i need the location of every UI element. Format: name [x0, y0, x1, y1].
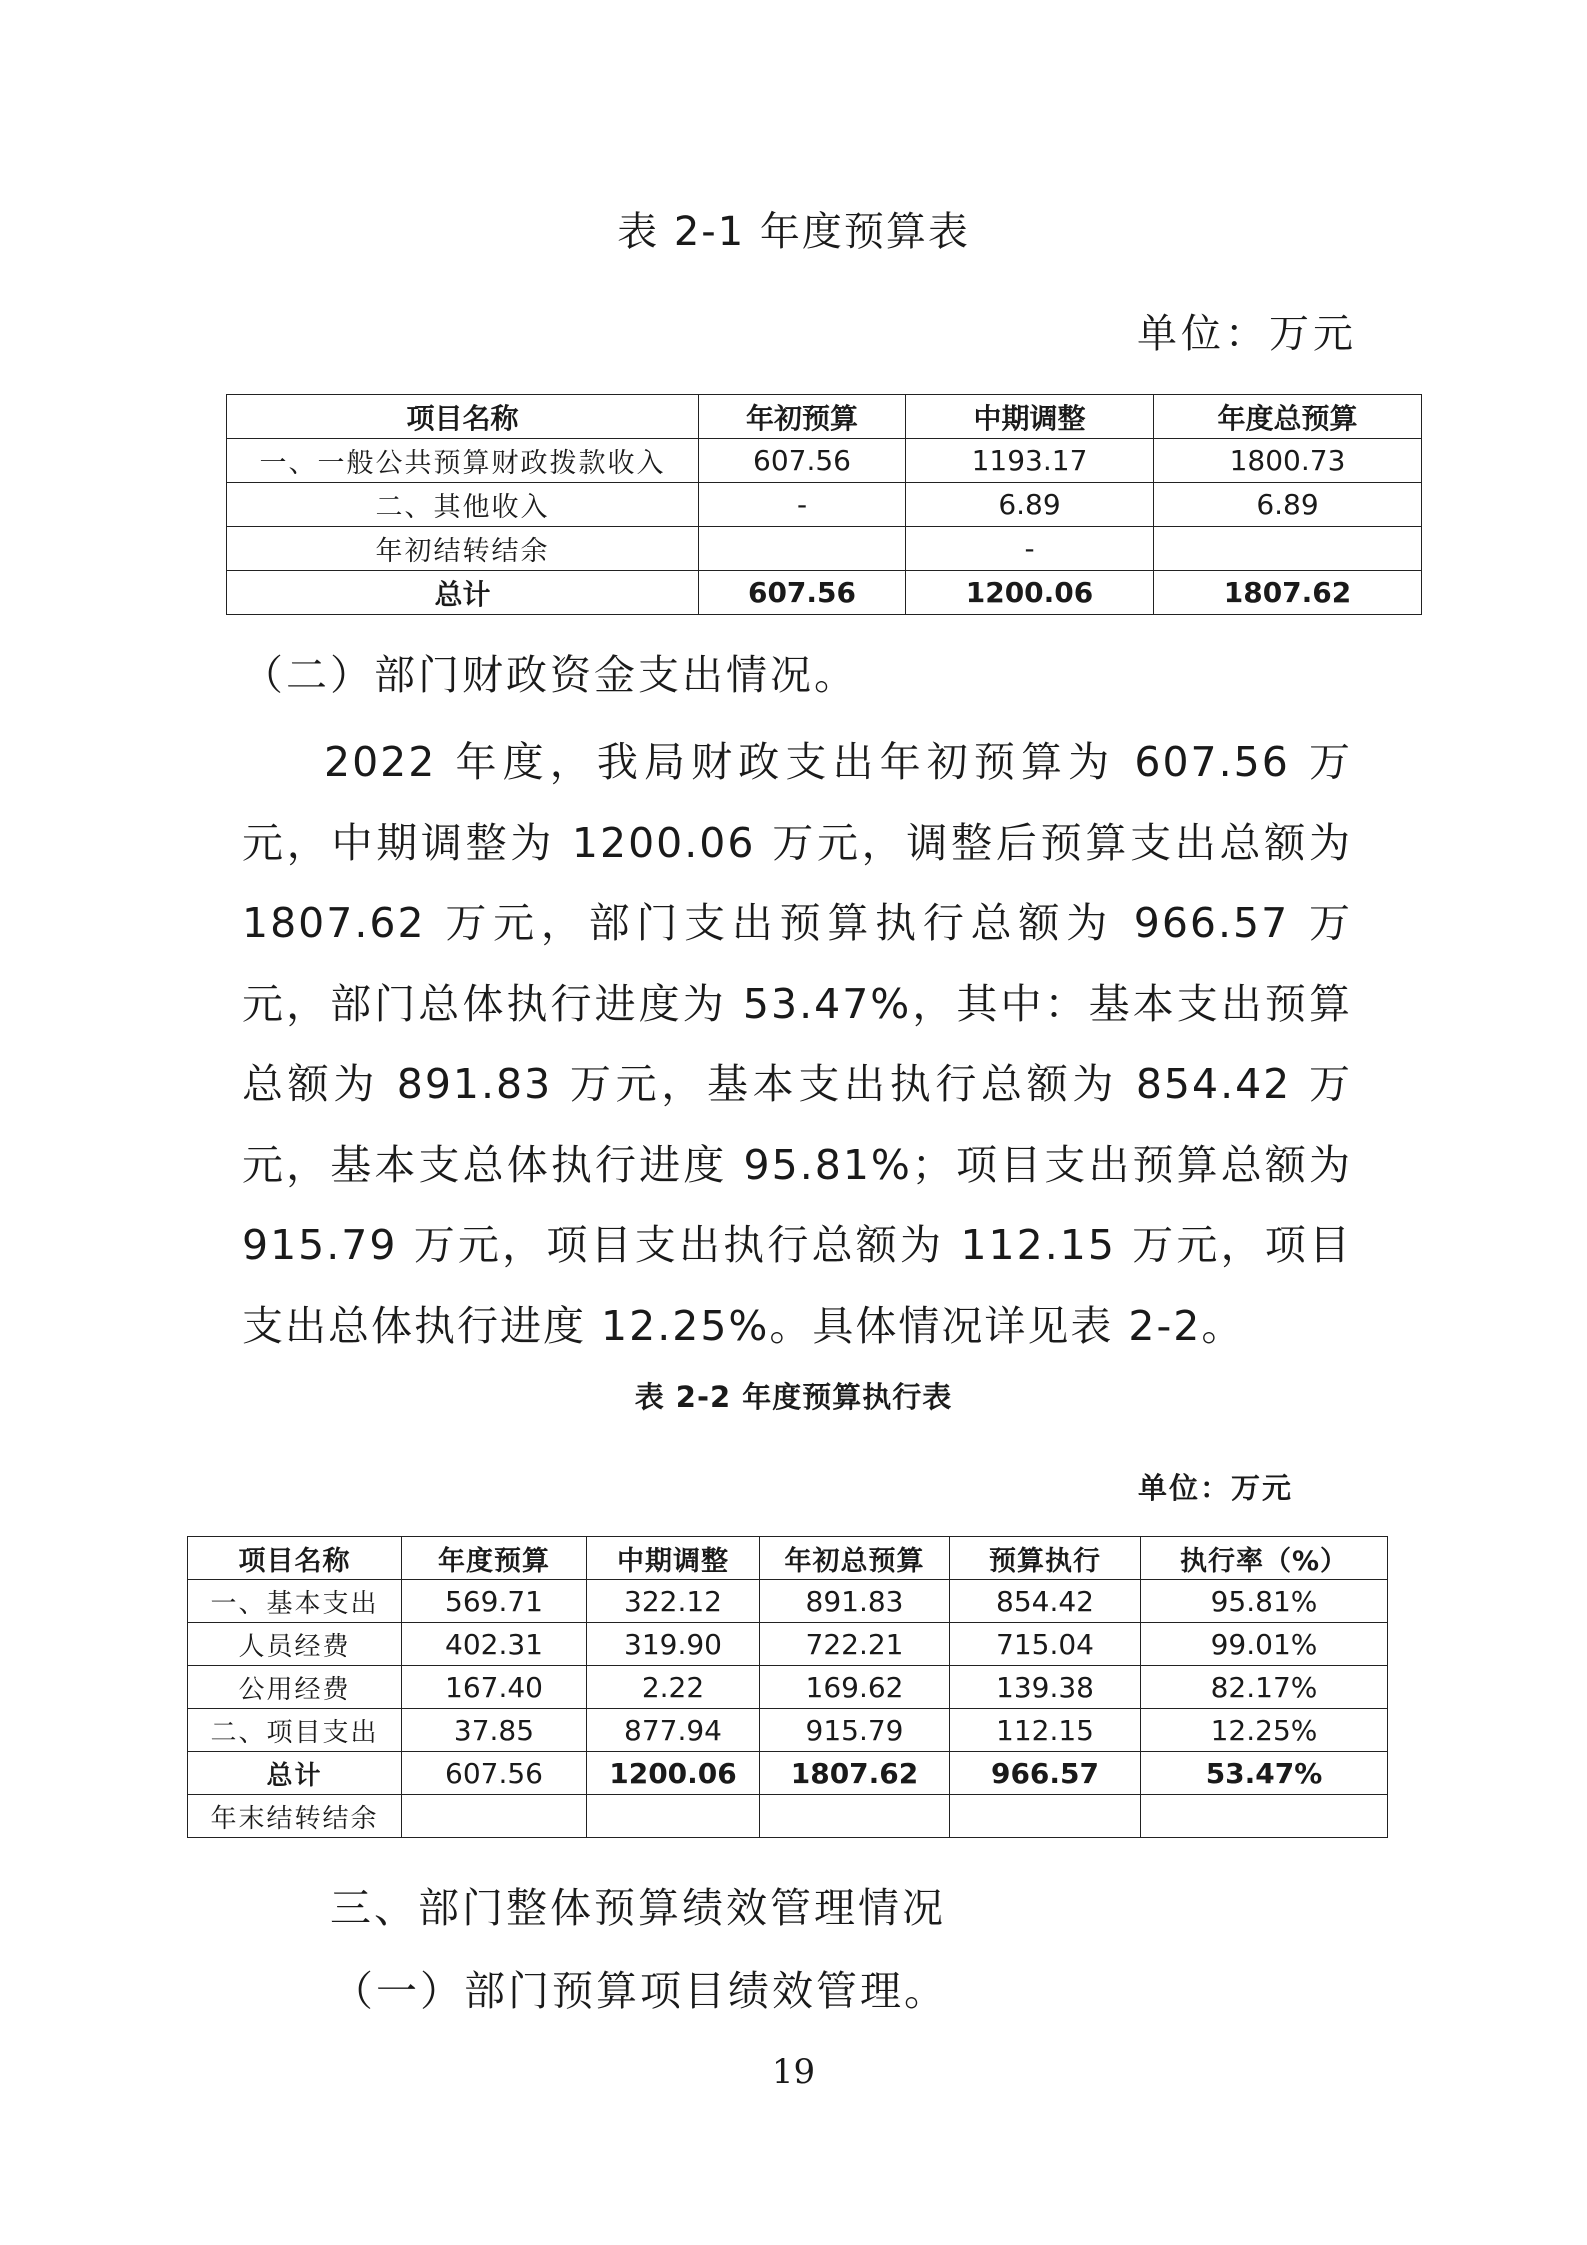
header-cell: 中期调整 — [587, 1537, 760, 1580]
value-cell: 112.15 — [950, 1709, 1141, 1752]
item-name-cell: 总计 — [188, 1752, 402, 1795]
table1-unit: 单位：万元 — [1137, 311, 1357, 357]
table-row — [188, 1666, 1388, 1709]
value-cell: 715.04 — [950, 1623, 1141, 1666]
table-total-row — [188, 1752, 1388, 1795]
table-row — [227, 483, 1422, 527]
budget-execution-table — [187, 1536, 1388, 1838]
item-name-cell: 二、项目支出 — [188, 1709, 402, 1752]
value-cell: 37.85 — [402, 1709, 587, 1752]
value-cell — [1154, 527, 1422, 571]
value-cell: 854.42 — [950, 1580, 1141, 1623]
header-cell: 预算执行 — [950, 1537, 1141, 1580]
value-cell: 1200.06 — [587, 1752, 760, 1795]
table-row — [188, 1623, 1388, 1666]
header-cell: 年初预算 — [699, 395, 906, 439]
table-row — [227, 527, 1422, 571]
value-cell — [1141, 1795, 1388, 1838]
page-number: 19 — [771, 2052, 816, 2092]
item-name-cell: 年初结转结余 — [227, 527, 699, 571]
header-cell: 年度预算 — [402, 1537, 587, 1580]
value-cell: 6.89 — [1154, 483, 1422, 527]
header-cell: 年度总预算 — [1154, 395, 1422, 439]
header-cell: 中期调整 — [906, 395, 1154, 439]
table-header-row — [227, 395, 1422, 439]
item-name-cell: 公用经费 — [188, 1666, 402, 1709]
value-cell: 915.79 — [760, 1709, 950, 1752]
table1-title: 表 2-1 年度预算表 — [617, 209, 970, 255]
value-cell: 402.31 — [402, 1623, 587, 1666]
annual-budget-table — [226, 394, 1422, 615]
value-cell: - — [699, 483, 906, 527]
item-name-cell: 二、其他收入 — [227, 483, 699, 527]
value-cell: 319.90 — [587, 1623, 760, 1666]
item-name-cell: 总计 — [227, 571, 699, 615]
value-cell: 607.56 — [402, 1752, 587, 1795]
table-header-row — [188, 1537, 1388, 1580]
value-cell: 569.71 — [402, 1580, 587, 1623]
item-name-cell: 一、一般公共预算财政拨款收入 — [227, 439, 699, 483]
value-cell: 322.12 — [587, 1580, 760, 1623]
value-cell: 1800.73 — [1154, 439, 1422, 483]
value-cell: 169.62 — [760, 1666, 950, 1709]
value-cell: 1807.62 — [1154, 571, 1422, 615]
value-cell: 1200.06 — [906, 571, 1154, 615]
table-total-row — [227, 571, 1422, 615]
table-row — [188, 1709, 1388, 1752]
header-cell: 项目名称 — [188, 1537, 402, 1580]
value-cell: 6.89 — [906, 483, 1154, 527]
value-cell — [402, 1795, 587, 1838]
value-cell: - — [906, 527, 1154, 571]
value-cell — [760, 1795, 950, 1838]
value-cell: 722.21 — [760, 1623, 950, 1666]
table-row — [227, 439, 1422, 483]
section3-heading: 三、部门整体预算绩效管理情况 — [330, 1884, 946, 1932]
value-cell: 167.40 — [402, 1666, 587, 1709]
section2-body: 2022 年度，我局财政支出年初预算为 607.56 万元，中期调整为 1200.06 万元，调整后预算支出总额为 1807.62 万元，部门支出预算执行总额为 966.57 万元，部门总体执行进度为 53.47%，其中：基本支出预算总额为 891.83 万元，基本支出执行总额为 854.42 万元，基本支总体执行进度 95.81%；项目支出预算总额为 915.79 万元，项目支出执行总额为 112.15 万元，项目支出总体执行进度 12.25%。具体情况详见表 2-2。 — [242, 738, 1352, 1350]
value-cell: 99.01% — [1141, 1623, 1388, 1666]
item-name-cell: 一、基本支出 — [188, 1580, 402, 1623]
value-cell: 12.25% — [1141, 1709, 1388, 1752]
value-cell: 53.47% — [1141, 1752, 1388, 1795]
value-cell: 95.81% — [1141, 1580, 1388, 1623]
value-cell: 1193.17 — [906, 439, 1154, 483]
value-cell — [699, 527, 906, 571]
section2-heading: （二）部门财政资金支出情况。 — [242, 651, 858, 699]
value-cell: 877.94 — [587, 1709, 760, 1752]
table-row — [188, 1795, 1388, 1838]
value-cell — [587, 1795, 760, 1838]
value-cell: 139.38 — [950, 1666, 1141, 1709]
value-cell: 891.83 — [760, 1580, 950, 1623]
value-cell: 82.17% — [1141, 1666, 1388, 1709]
table2-title: 表 2-2 年度预算执行表 — [634, 1380, 953, 1414]
section3-subheading: （一）部门预算项目绩效管理。 — [332, 1967, 948, 2015]
value-cell: 607.56 — [699, 439, 906, 483]
value-cell — [950, 1795, 1141, 1838]
value-cell: 1807.62 — [760, 1752, 950, 1795]
header-cell: 项目名称 — [227, 395, 699, 439]
item-name-cell: 年末结转结余 — [188, 1795, 402, 1838]
item-name-cell: 人员经费 — [188, 1623, 402, 1666]
header-cell: 执行率（%） — [1141, 1537, 1388, 1580]
value-cell: 966.57 — [950, 1752, 1141, 1795]
table2-unit: 单位：万元 — [1137, 1471, 1293, 1505]
table-row — [188, 1580, 1388, 1623]
value-cell: 607.56 — [699, 571, 906, 615]
value-cell: 2.22 — [587, 1666, 760, 1709]
header-cell: 年初总预算 — [760, 1537, 950, 1580]
